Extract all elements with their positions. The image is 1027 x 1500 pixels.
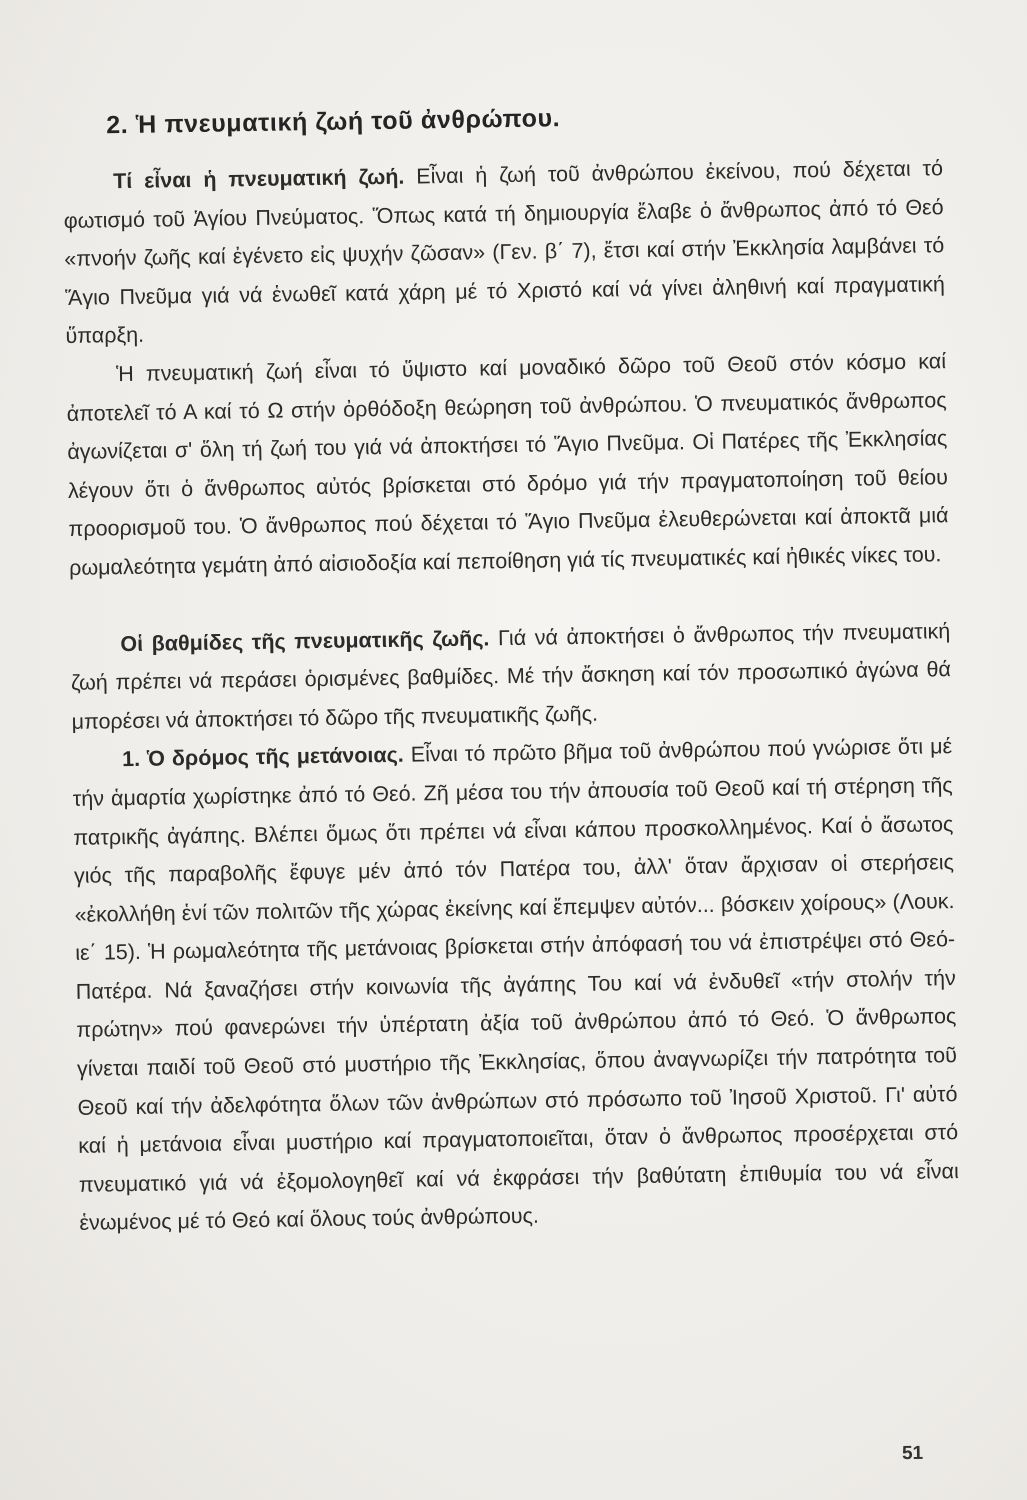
- section-heading: 2. Ἡ πνευματική ζωή τοῦ ἀνθρώπου.: [105, 104, 561, 140]
- paragraph-lead: Οἱ βαθμίδες τῆς πνευματικῆς ζωῆς.: [120, 625, 490, 656]
- paragraph-repentance: [72, 727, 960, 1242]
- paragraph-text: Εἶναι ἡ ζωή τοῦ ἀνθρώπου ἐκείνου, πού δέχεται τό φωτισμό τοῦ Ἁγίου Πνεύματος. Ὅπως κατά τή δημιουργία ἔλαβε ὁ ἄνθρωπος ἀπό τό Θεό «πνοήν ζωῆς καί ἐγένετο εἰς ψυχήν ζῶσαν» (Γεν. β΄ 7), ἔτσι καί στήν Ἐκκλησία λαμβάνει τό Ἅγιο Πνεῦμα γιά νά ἑνωθεῖ κατά χάρη μέ τό Χριστό καί νά γίνει ἀληθινή καί πραγματική ὕπαρξη.: [63, 156, 945, 349]
- paragraph-stages: [70, 612, 952, 742]
- text-block: [62, 98, 960, 1243]
- paragraph-text: Γιά νά ἀποκτήσει ὁ ἄνθρωπος τήν πνευματική ζωή πρέπει νά περάσει ὁρισμένες βαθμίδες. Μέ τήν ἄσκηση καί τόν προσωπικό ἀγώνα θά μπορέσει νά ἀποκτήσει τό δῶρο τῆς πνευματικῆς ζωῆς.: [70, 618, 952, 734]
- paragraph-gift: Ἡ πνευματική ζωή εἶναι τό ὕψιστο καί μοναδικό δῶρο τοῦ Θεοῦ στόν κόσμο καί ἀποτελεῖ τό Α καί τό Ω στήν ὀρθόδοξη θεώρηση τοῦ ἀνθρώπου. Ὁ πνευματικός ἄνθρωπος ἀγωνίζεται σ' ὅλη τή ζωή του γιά νά ἀποκτήσει τό Ἅγιο Πνεῦμα. Οἱ Πατέρες τῆς Ἐκκλησίας λέγουν ὅτι ὁ ἄνθρωπος αὐτός βρίσκεται στό δρόμο γιά τήν πραγματοποίηση τοῦ θείου προορισμοῦ του. Ὁ ἄνθρωπος πού δέχεται τό Ἅγιο Πνεῦμα ἐλευθερώνεται καί ἀποκτᾶ μιά ρωμαλεότητα γεμάτη ἀπό αἰσιοδοξία καί πεποίθηση γιά τίς πνευματικές καί ἠθικές νίκες του.: [66, 349, 949, 580]
- paragraph-lead: Τί εἶναι ἡ πνευματική ζωή.: [112, 164, 405, 194]
- page-number: 51: [901, 1442, 924, 1465]
- paragraph-lead: 1. Ὁ δρόμος τῆς μετάνοιας.: [121, 743, 404, 772]
- paragraph-definition: [63, 149, 946, 356]
- paragraph-text: Εἶναι τό πρῶτο βῆμα τοῦ ἀνθρώπου πού γνώρισε ὅτι μέ τήν ἁμαρτία χωρίστηκε ἀπό τό Θεό. Ζῆ μέσα του τήν ἀπουσία τοῦ Θεοῦ καί τή στέρηση τῆς πατρικῆς ἀγάπης. Βλέπει ὅμως ὅτι πρέπει νά εἶναι κάπου προσκολλημένος. Καί ὁ ἄσωτος γιός τῆς παραβολῆς ἔφυγε μέν ἀπό τόν Πατέρα του, ἀλλ' ὅταν ἄρχισαν οἱ στερήσεις «ἐκολλήθη ἑνί τῶν πολιτῶν τῆς χώρας ἐκείνης καί ἔπεμψεν αὐτόν... βόσκειν χοίρους» (Λουκ. ιε΄ 15). Ἡ ρωμαλεότητα τῆς μετάνοιας βρίσκεται στήν ἀπόφασή του νά ἐπιστρέψει στό Θεό-Πατέρα. Νά ξαναζήσει στήν κοινωνία τῆς ἀγάπης Του καί νά ἐνδυθεῖ «τήν στολήν τήν πρώτην» πού φανερώνει τήν ὑπέρτατη ἀξία τοῦ ἀνθρώπου ἀπό τό Θεό. Ὁ ἄνθρωπος γίνεται παιδί τοῦ Θεοῦ στό μυστήριο τῆς Ἐκκλησίας, ὅπου ἀναγνωρίζει τήν πατρότητα τοῦ Θεοῦ καί τήν ἀδελφότητα ὅλων τῶν ἀνθρώπων στό πρόσωπο τοῦ Ἰησοῦ Χριστοῦ. Γι' αὐτό καί ἡ μετάνοια εἶναι μυστήριο καί πραγματοποιεῖται, ὅταν ὁ ἄνθρωπος προσέρχεται στό πνευματικό γιά νά ἐξομολογηθεῖ καί νά ἐκφράσει τήν βαθύτατη ἐπιθυμία του νά εἶναι ἑνωμένος μέ τό Θεό καί ὅλους τούς ἀνθρώπους.: [72, 734, 959, 1236]
